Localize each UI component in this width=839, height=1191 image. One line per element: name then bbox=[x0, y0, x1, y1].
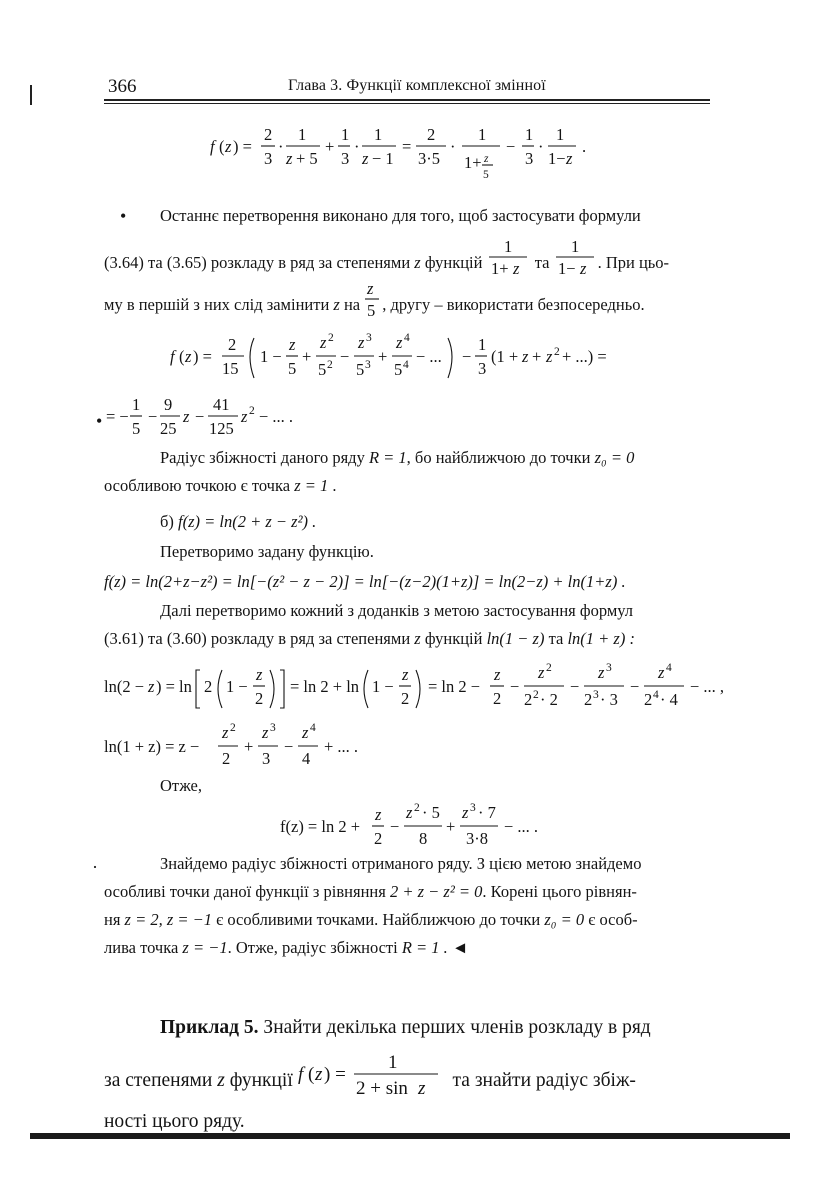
svg-text:+ 5: + 5 bbox=[296, 149, 318, 168]
svg-text:3: 3 bbox=[470, 802, 476, 814]
svg-text:3: 3 bbox=[264, 149, 273, 168]
svg-text:· 7: · 7 bbox=[478, 803, 496, 822]
paragraph-1-line-b: (3.64) та (3.65) розкладу в ряд за степенями z функцій 1 1+ z та 1 1− z . При цьо- bbox=[104, 237, 670, 278]
svg-text:2: 2 bbox=[493, 689, 502, 708]
svg-text:4: 4 bbox=[666, 662, 672, 674]
svg-text:5: 5 bbox=[288, 359, 297, 378]
svg-text:2: 2 bbox=[427, 125, 436, 144]
svg-text:+ ...) =: + ...) = bbox=[562, 347, 607, 366]
svg-text:5: 5 bbox=[394, 360, 403, 379]
svg-text:25: 25 bbox=[160, 419, 177, 438]
svg-text:2: 2 bbox=[524, 690, 533, 709]
svg-text:4: 4 bbox=[302, 749, 311, 768]
svg-text:− ... .: − ... . bbox=[259, 407, 294, 426]
svg-text:−: − bbox=[195, 407, 205, 426]
svg-text:1−: 1− bbox=[557, 259, 576, 278]
svg-text:z: z bbox=[183, 407, 190, 426]
svg-text:· 3: · 3 bbox=[600, 690, 618, 709]
svg-text:1: 1 bbox=[503, 237, 512, 256]
header-rule bbox=[104, 99, 710, 101]
end-of-solution-mark: ◄ bbox=[451, 938, 469, 957]
svg-text:−: − bbox=[462, 347, 472, 366]
svg-text:+: + bbox=[325, 137, 335, 156]
svg-text:f: f bbox=[210, 137, 215, 156]
example-5-line-b: за степенями z функції f ( z ) = 1 2 + sin z та знайти радіус збіж- bbox=[104, 1052, 744, 1102]
running-title: Глава 3. Функції комплексної змінної bbox=[288, 77, 546, 94]
paragraph-1-line-a: Останнє перетворення виконано для того, щоб застосувати формули bbox=[160, 206, 641, 225]
svg-text:z: z bbox=[241, 407, 248, 426]
svg-text:2: 2 bbox=[644, 690, 653, 709]
svg-text:+: + bbox=[302, 347, 312, 366]
svg-text:2: 2 bbox=[255, 689, 264, 708]
svg-text:3: 3 bbox=[593, 689, 599, 701]
svg-text:2: 2 bbox=[230, 722, 236, 734]
svg-text:.: . bbox=[582, 137, 587, 156]
paragraph-6: Отже, bbox=[160, 776, 202, 795]
svg-text:) =: ) = bbox=[323, 1064, 346, 1085]
svg-text:4: 4 bbox=[403, 359, 409, 371]
svg-text:1+: 1+ bbox=[490, 259, 509, 278]
svg-text:2: 2 bbox=[546, 662, 552, 674]
svg-text:z: z bbox=[546, 347, 553, 366]
example-5 bbox=[104, 1010, 744, 1140]
svg-text:− ... .: − ... . bbox=[504, 817, 539, 836]
paragraph-3: б) f(z) = ln(2 + z − z²) . bbox=[160, 512, 317, 531]
svg-text:z: z bbox=[538, 663, 545, 682]
svg-text:2: 2 bbox=[264, 125, 273, 144]
svg-text:· 5: · 5 bbox=[422, 803, 440, 822]
svg-text:z: z bbox=[522, 347, 529, 366]
svg-text:z: z bbox=[396, 333, 403, 352]
paragraph-7-line-a: Знайдемо радіус збіжності отриманого ряду. З цією метою знайдемо bbox=[160, 854, 642, 873]
paragraph-7-line-b: особливі точки даної функції з рівняння 2 + z − z² = 0. Корені цього рівнян- bbox=[104, 882, 637, 901]
svg-text:1 −: 1 − bbox=[260, 347, 282, 366]
svg-text:3: 3 bbox=[606, 662, 612, 674]
svg-text:4: 4 bbox=[310, 722, 316, 734]
svg-text:= ln 2 + ln: = ln 2 + ln bbox=[290, 677, 360, 696]
svg-text:1: 1 bbox=[570, 237, 579, 256]
svg-text:z: z bbox=[494, 665, 501, 684]
example-5-line-c: ності цього ряду. bbox=[104, 1111, 245, 1132]
svg-text:− ... ,: − ... , bbox=[690, 677, 725, 696]
svg-text:·: · bbox=[354, 137, 360, 156]
svg-text:1: 1 bbox=[525, 125, 534, 144]
svg-text:+: + bbox=[378, 347, 388, 366]
svg-text:3: 3 bbox=[341, 149, 350, 168]
svg-text:2: 2 bbox=[374, 829, 383, 848]
svg-text:) =: ) = bbox=[193, 347, 212, 366]
svg-text:1+: 1+ bbox=[464, 153, 482, 172]
paragraph-1-line-c: му в першій з них слід замінити z на z 5 , другу – використати безпосередньо. bbox=[104, 279, 645, 320]
svg-text:4: 4 bbox=[404, 332, 410, 344]
svg-text:z: z bbox=[185, 347, 192, 366]
svg-text:1: 1 bbox=[341, 125, 350, 144]
formula-log-factorization: f(z) = ln(2+z−z²) = ln[−(z² − z − 2)] = ln[−(z−2)(1+z)] = ln(2−z) + ln(1+z) . bbox=[104, 572, 626, 591]
svg-text:2: 2 bbox=[328, 332, 334, 344]
svg-text:·: · bbox=[278, 137, 284, 156]
formula-partial-fractions bbox=[210, 118, 650, 198]
svg-text:5: 5 bbox=[356, 360, 365, 379]
margin-dot-2: • bbox=[96, 411, 103, 431]
svg-text:) =: ) = bbox=[233, 137, 252, 156]
svg-text:5: 5 bbox=[367, 301, 376, 320]
paragraph-5-line-a: Далі перетворимо кожний з доданків з метою застосування формул bbox=[160, 601, 634, 620]
svg-text:2: 2 bbox=[204, 677, 213, 696]
svg-text:(: ( bbox=[307, 1064, 314, 1085]
svg-text:5: 5 bbox=[483, 169, 489, 181]
svg-text:z: z bbox=[222, 723, 229, 742]
svg-text:−: − bbox=[284, 737, 294, 756]
svg-text:3: 3 bbox=[262, 749, 271, 768]
svg-text:· 2: · 2 bbox=[540, 690, 558, 709]
svg-text:2: 2 bbox=[222, 749, 231, 768]
formula-final-series bbox=[280, 798, 620, 858]
svg-text:3: 3 bbox=[366, 332, 372, 344]
svg-text:z: z bbox=[658, 663, 665, 682]
svg-text:z: z bbox=[566, 149, 573, 168]
svg-text:1: 1 bbox=[298, 125, 307, 144]
svg-text:1: 1 bbox=[132, 395, 141, 414]
svg-text:z: z bbox=[256, 665, 263, 684]
svg-text:(1 +: (1 + bbox=[491, 347, 519, 366]
svg-text:f: f bbox=[170, 347, 175, 366]
svg-text:3: 3 bbox=[525, 149, 534, 168]
svg-text:9: 9 bbox=[164, 395, 173, 414]
svg-text:2 + sin: 2 + sin bbox=[355, 1078, 408, 1099]
svg-text:z: z bbox=[484, 153, 489, 165]
svg-text:·: · bbox=[450, 137, 456, 156]
fraction-1-over-1-minus-z bbox=[554, 237, 598, 280]
paragraph-2-line-a: Радіус збіжності даного ряду R = 1, бо найближчою до точки z₀ = 0 bbox=[160, 448, 635, 467]
formula-example-function bbox=[298, 1052, 448, 1102]
margin-dot-3: · bbox=[92, 857, 98, 877]
svg-text:z: z bbox=[262, 723, 269, 742]
example-5-line-a: Приклад 5. Знайти декілька перших членів розкладу в ряд bbox=[160, 1017, 651, 1038]
svg-text:+ ... .: + ... . bbox=[324, 737, 359, 756]
svg-text:−: − bbox=[340, 347, 350, 366]
svg-text:z: z bbox=[512, 259, 519, 278]
formula-ln-1-plus-z bbox=[104, 718, 524, 778]
svg-text:z: z bbox=[579, 259, 586, 278]
svg-text:−: − bbox=[390, 817, 400, 836]
svg-text:1 −: 1 − bbox=[226, 677, 248, 696]
header-rule-thin bbox=[104, 103, 710, 104]
svg-text:= ln 2 −: = ln 2 − bbox=[428, 677, 481, 696]
svg-text:2: 2 bbox=[554, 346, 560, 358]
svg-text:f: f bbox=[297, 1064, 303, 1085]
svg-text:z: z bbox=[289, 335, 296, 354]
svg-text:z: z bbox=[320, 333, 327, 352]
paragraph-2-line-b: особливою точкою є точка z = 1 . bbox=[104, 476, 337, 495]
svg-text:z: z bbox=[302, 723, 309, 742]
svg-text:−: − bbox=[570, 677, 580, 696]
svg-text:(: ( bbox=[179, 347, 185, 366]
final-series-lead: f(z) = ln 2 + bbox=[280, 817, 361, 836]
ln-1-plus-z-lead: ln(1 + z) = z − bbox=[104, 737, 200, 756]
fraction-z-over-5 bbox=[364, 279, 382, 322]
paragraph-5-line-b: (3.61) та (3.60) розкладу в ряд за степенями z функцій ln(1 − z) та ln(1 + z) : bbox=[104, 629, 635, 648]
svg-text:(: ( bbox=[219, 137, 225, 156]
svg-text:= −: = − bbox=[106, 407, 129, 426]
svg-text:z: z bbox=[286, 149, 293, 168]
svg-text:z: z bbox=[462, 803, 469, 822]
page-number: 366 bbox=[108, 76, 137, 97]
svg-text:− ...: − ... bbox=[416, 347, 442, 366]
svg-text:5: 5 bbox=[318, 360, 327, 379]
svg-text:1: 1 bbox=[556, 125, 565, 144]
svg-text:z: z bbox=[314, 1064, 323, 1085]
svg-text:2: 2 bbox=[533, 689, 539, 701]
svg-text:+: + bbox=[244, 737, 254, 756]
svg-text:41: 41 bbox=[213, 395, 230, 414]
svg-text:z: z bbox=[362, 149, 369, 168]
margin-dot: • bbox=[120, 206, 127, 226]
svg-text:−: − bbox=[630, 677, 640, 696]
svg-text:2: 2 bbox=[327, 359, 333, 371]
svg-text:3·8: 3·8 bbox=[466, 829, 488, 848]
svg-text:+: + bbox=[532, 347, 542, 366]
svg-text:−: − bbox=[506, 137, 516, 156]
svg-text:5: 5 bbox=[132, 419, 141, 438]
svg-text:2: 2 bbox=[414, 802, 420, 814]
svg-text:3: 3 bbox=[270, 722, 276, 734]
svg-text:z: z bbox=[358, 333, 365, 352]
example-5-label: Приклад 5. bbox=[160, 1017, 259, 1038]
svg-text:1: 1 bbox=[374, 125, 383, 144]
svg-text:1: 1 bbox=[478, 335, 487, 354]
svg-text:3·5: 3·5 bbox=[418, 149, 440, 168]
paragraph-4: Перетворимо задану функцію. bbox=[160, 542, 374, 561]
svg-text:z: z bbox=[375, 805, 382, 824]
fraction-1-over-1-plus-z bbox=[487, 237, 531, 280]
svg-text:3: 3 bbox=[365, 359, 371, 371]
svg-text:1: 1 bbox=[387, 1052, 398, 1073]
svg-text:=: = bbox=[402, 137, 412, 156]
svg-text:z: z bbox=[406, 803, 413, 822]
svg-text:z: z bbox=[417, 1078, 426, 1099]
margin-mark bbox=[30, 85, 32, 105]
svg-text:1: 1 bbox=[478, 125, 487, 144]
svg-text:z: z bbox=[367, 279, 374, 298]
svg-text:·: · bbox=[538, 137, 544, 156]
svg-text:· 4: · 4 bbox=[660, 690, 678, 709]
svg-text:+: + bbox=[446, 817, 456, 836]
svg-text:1−: 1− bbox=[548, 149, 566, 168]
svg-text:ln(2 −: ln(2 − bbox=[104, 677, 145, 696]
svg-text:z: z bbox=[225, 137, 232, 156]
svg-text:z: z bbox=[402, 665, 409, 684]
svg-text:1 −: 1 − bbox=[372, 677, 394, 696]
svg-text:−: − bbox=[148, 407, 158, 426]
svg-text:4: 4 bbox=[653, 689, 659, 701]
svg-text:2: 2 bbox=[228, 335, 237, 354]
paragraph-7-line-c: ня z = 2, z = −1 є особливими точками. Найближчою до точки z₀ = 0 є особ- bbox=[104, 910, 638, 929]
svg-text:125: 125 bbox=[209, 419, 234, 438]
svg-text:3: 3 bbox=[478, 359, 487, 378]
bottom-rule bbox=[30, 1133, 790, 1139]
svg-text:2: 2 bbox=[401, 689, 410, 708]
svg-text:15: 15 bbox=[222, 359, 239, 378]
svg-text:z: z bbox=[148, 677, 155, 696]
paragraph-7-line-d: лива точка z = −1. Отже, радіус збіжності R = 1 . ◄ bbox=[104, 938, 469, 957]
svg-text:8: 8 bbox=[419, 829, 428, 848]
svg-text:) = ln: ) = ln bbox=[156, 677, 192, 696]
svg-text:− 1: − 1 bbox=[372, 149, 394, 168]
svg-text:−: − bbox=[510, 677, 520, 696]
svg-text:2: 2 bbox=[249, 405, 255, 417]
svg-text:z: z bbox=[598, 663, 605, 682]
svg-text:2: 2 bbox=[584, 690, 593, 709]
formula-series-expansion bbox=[50, 328, 750, 448]
